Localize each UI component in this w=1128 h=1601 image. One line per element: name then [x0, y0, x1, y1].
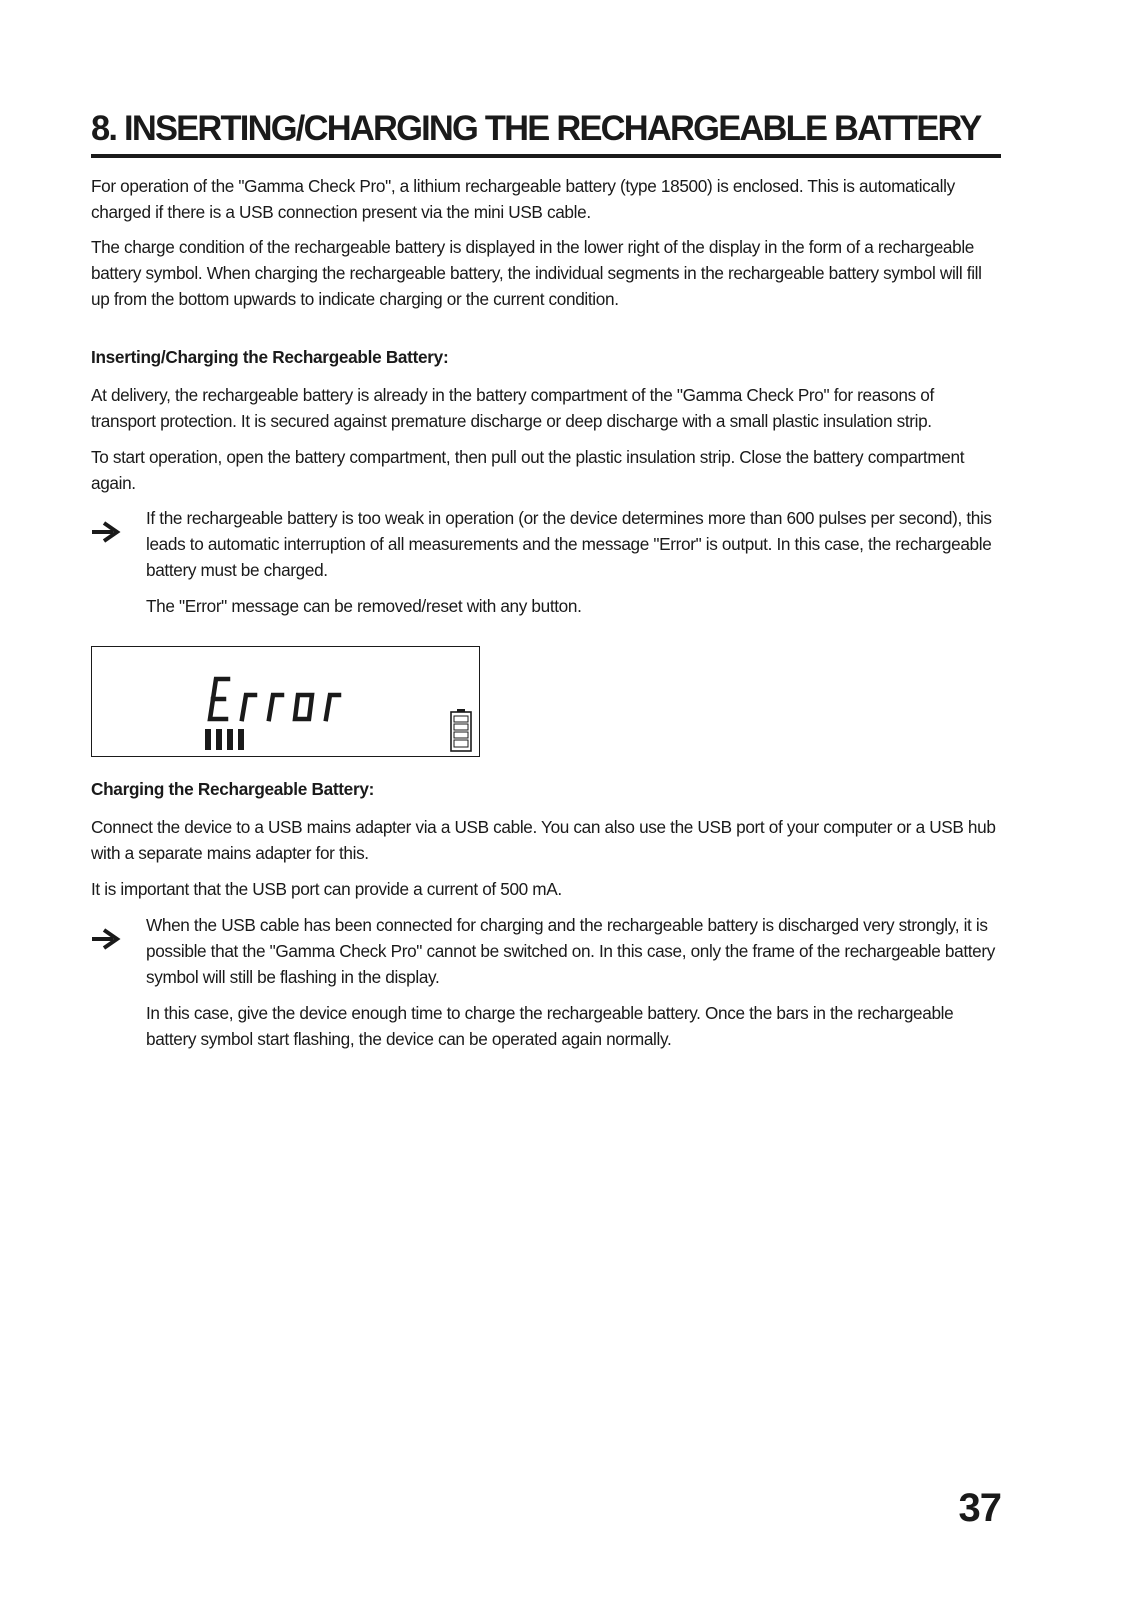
section2-paragraph-2: It is important that the USB port can provide a current of 500 mA.	[91, 879, 562, 899]
section1-paragraph-2: To start operation, open the battery compartment, then pull out the plastic insulation strip. Close the battery compartment again.	[91, 447, 965, 493]
heading-inserting-charging: Inserting/Charging the Rechargeable Battery:	[91, 347, 449, 367]
note-charge-time: In this case, give the device enough time to charge the rechargeable battery. Once the bars in the rechargeable battery symbol start flashing, the device can be operated again normally.	[146, 1003, 954, 1049]
note-deep-discharge: When the USB cable has been connected for charging and the rechargeable battery is discharged very strongly, it is possible that the "Gamma Check Pro" cannot be switched on. In this case, only the frame of the rechargeable battery symbol will still be flashing in the display.	[146, 915, 995, 987]
error-segment-text	[210, 679, 339, 719]
section-title: 8. INSERTING/CHARGING THE RECHARGEABLE BATTERY	[91, 109, 981, 148]
signal-bars	[205, 729, 244, 750]
manual-page	[91, 0, 1001, 1601]
intro-paragraph-1: For operation of the "Gamma Check Pro", a lithium rechargeable battery (type 18500) is enclosed. This is automatically charged if there is a USB connection present via the mini USB cable.	[91, 176, 955, 222]
section2-paragraph-1: Connect the device to a USB mains adapter via a USB cable. You can also use the USB port of your computer or a USB hub with a separate mains adapter for this.	[91, 817, 996, 863]
battery-icon	[451, 709, 471, 751]
lcd-display-graphic	[92, 647, 478, 755]
lcd-display-illustration	[91, 646, 480, 757]
arrow-right-icon	[91, 928, 123, 950]
note-weak-battery: If the rechargeable battery is too weak in operation (or the device determines more than 600 pulses per second), this leads to automatic interruption of all measurements and the message "Error" is output. In this case, the rechargeable battery must be charged.	[146, 508, 992, 580]
page-number: 37	[958, 1486, 1001, 1530]
section1-paragraph-1: At delivery, the rechargeable battery is already in the battery compartment of the "Gamma Check Pro" for reasons of transport protection. It is secured against premature discharge or deep discharge with a small plastic insulation strip.	[91, 385, 934, 431]
intro-paragraph-2: The charge condition of the rechargeable battery is displayed in the lower right of the display in the form of a rechargeable battery symbol. When charging the rechargeable battery, the individual segments in the rechargeable battery symbol will fill up from the bottom upwards to indicate charging or the current condition.	[91, 237, 982, 309]
note-error-reset: The "Error" message can be removed/reset with any button.	[146, 596, 582, 616]
heading-charging: Charging the Rechargeable Battery:	[91, 779, 375, 799]
title-underline	[91, 154, 1001, 158]
arrow-right-icon	[91, 521, 123, 543]
